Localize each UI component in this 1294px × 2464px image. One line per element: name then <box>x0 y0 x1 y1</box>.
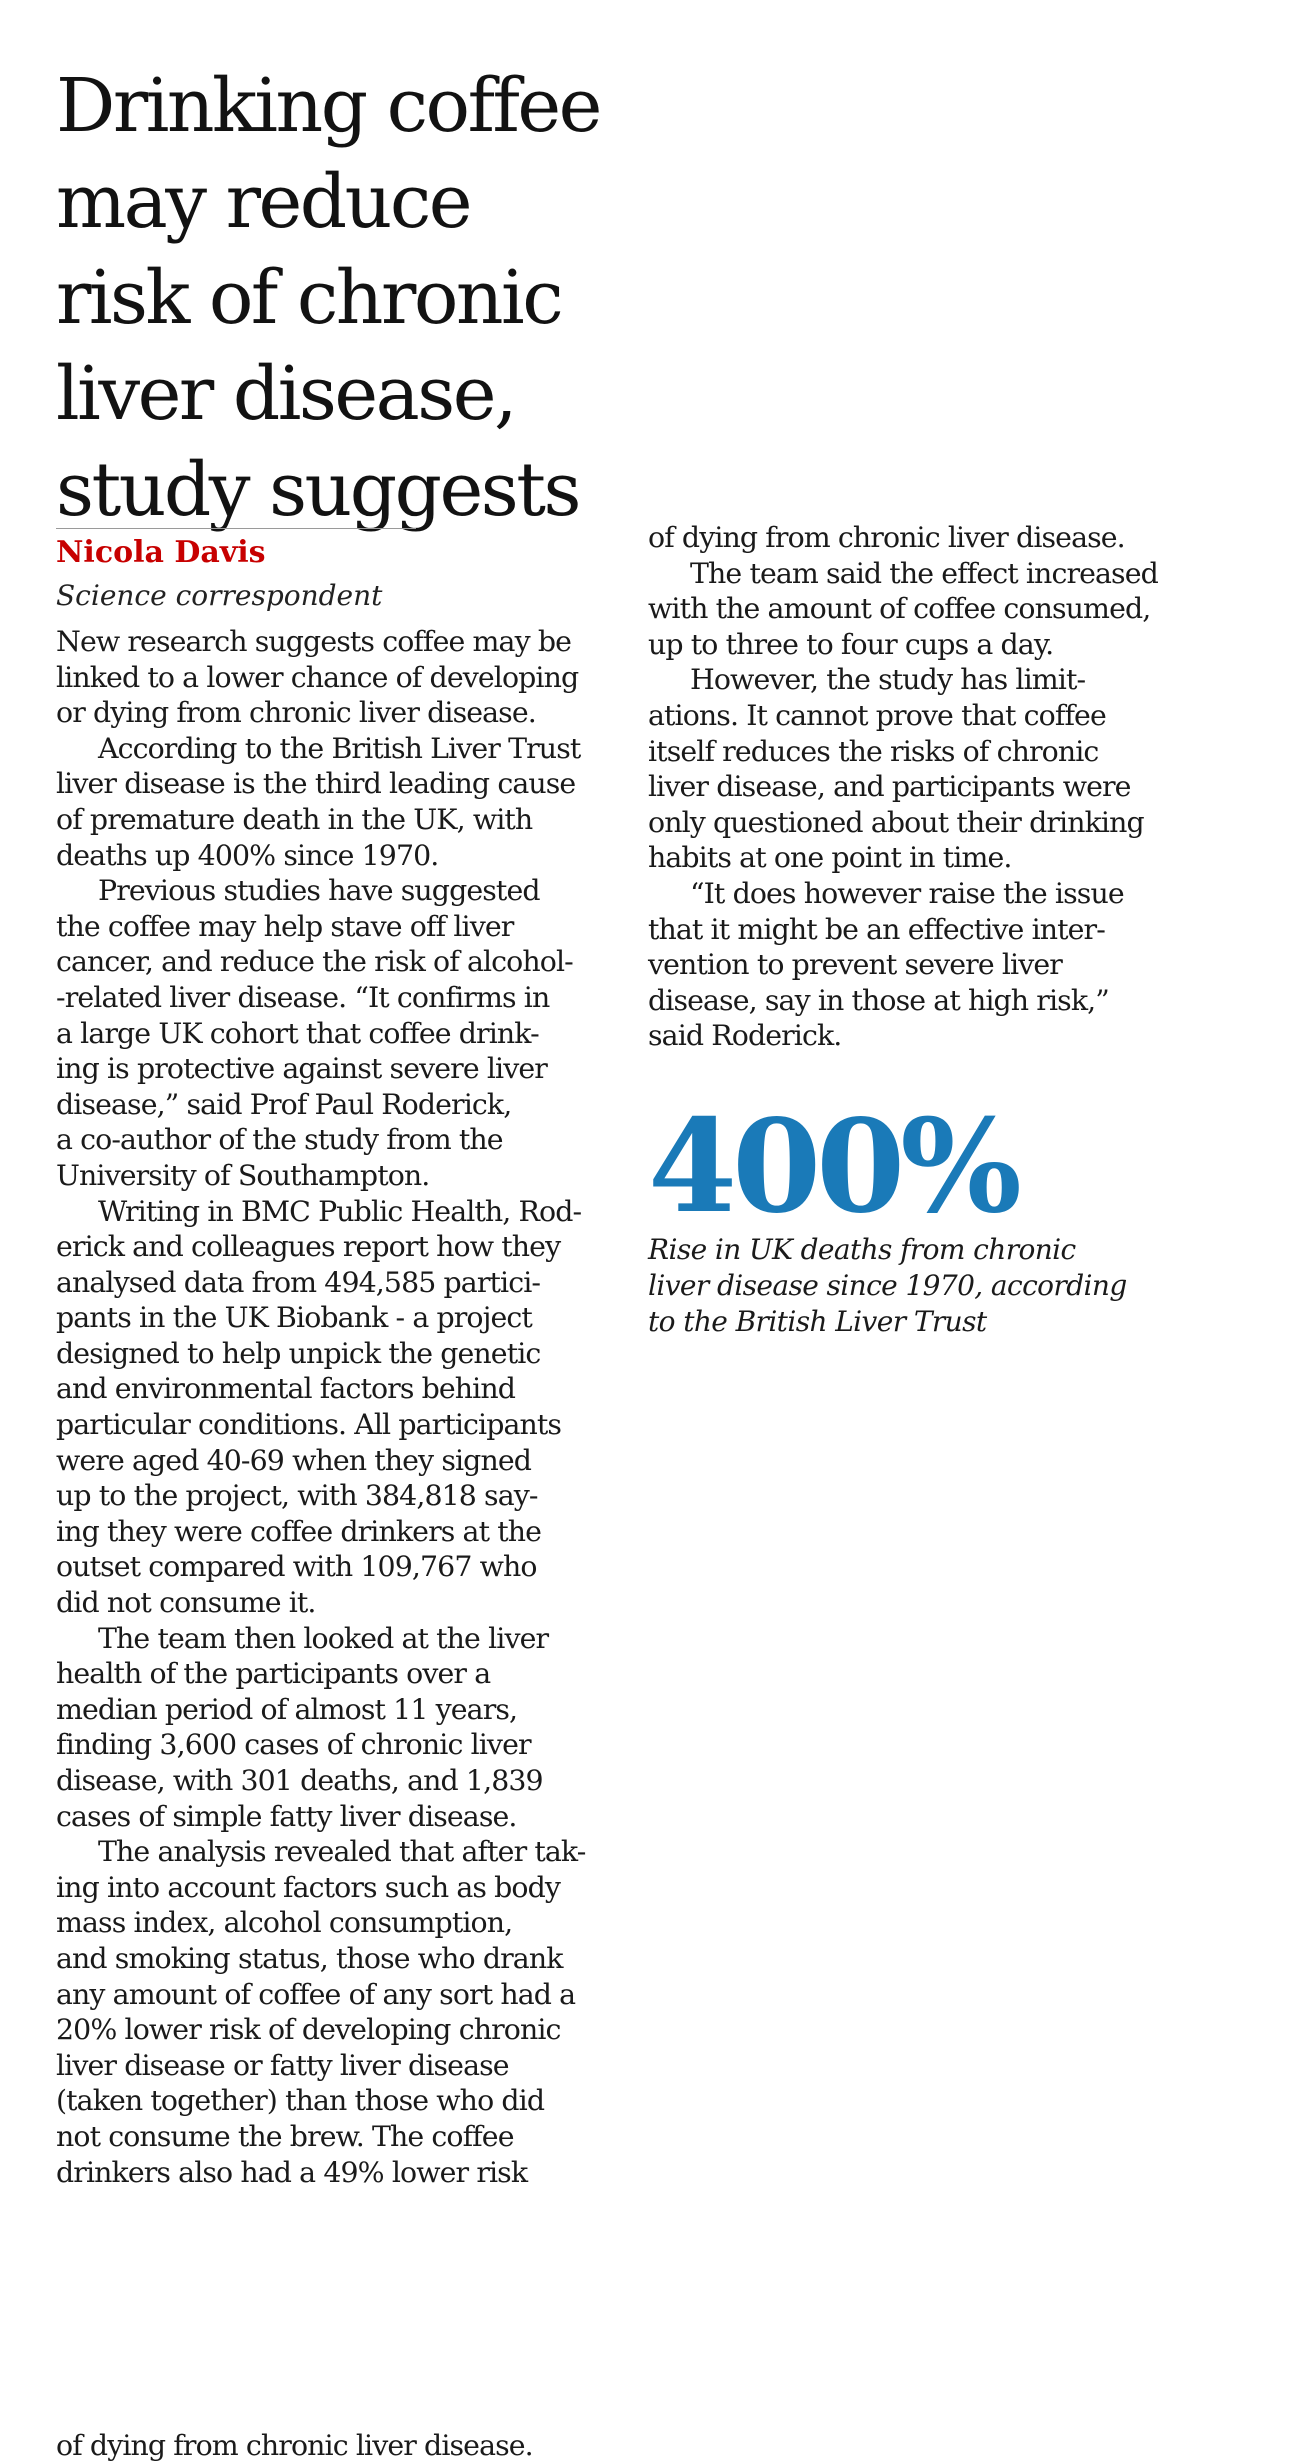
body-line: New research suggests coffee may be <box>56 625 572 658</box>
body-line: health of the participants over a <box>56 1657 491 1691</box>
body-line: particular conditions. All participants <box>56 1408 562 1442</box>
clipped-continuation-line <box>56 2429 636 2462</box>
headline-line: may reduce <box>56 159 471 245</box>
body-line: pants in the UK Biobank - a project <box>56 1301 532 1335</box>
body-line: “It does however raise the issue <box>690 876 1124 910</box>
pull-stat-caption <box>648 1232 1248 1340</box>
body-line: 20% lower risk of developing chronic <box>56 2013 561 2047</box>
body-line: University of Southampton. <box>56 1158 430 1192</box>
body-line: with the amount of coffee consumed, <box>648 592 1151 626</box>
caption-line: to the British Liver Trust <box>648 1305 987 1338</box>
body-line: a co-author of the study from the <box>56 1123 503 1157</box>
body-line: of premature death in the UK, with <box>56 802 533 836</box>
body-line: were aged 40-69 when they signed <box>56 1443 532 1477</box>
body-line: drinkers also had a 49% lower risk <box>56 2155 528 2189</box>
body-line: up to three to four cups a day. <box>648 627 1054 661</box>
body-line: mass index, alcohol consumption, <box>56 1906 513 1940</box>
left-column <box>56 624 636 2190</box>
body-line: itself reduces the risks of chronic <box>648 734 1099 768</box>
headline-line: Drinking coffee <box>56 63 600 149</box>
body-line: ing into account factors such as body <box>56 1870 561 1904</box>
body-line: disease,” said Prof Paul Roderick, <box>56 1087 512 1121</box>
headline-line: risk of chronic <box>56 255 562 341</box>
body-line: designed to help unpick the genetic <box>56 1336 541 1370</box>
body-line: linked to a lower chance of developing <box>56 660 579 694</box>
body-line: that it might be an effective inter- <box>648 912 1105 946</box>
headline-line: liver disease, <box>56 351 516 437</box>
body-line: erick and colleagues report how they <box>56 1230 561 1264</box>
body-line: The team said the effect increased <box>690 556 1158 590</box>
body-line: deaths up 400% since 1970. <box>56 838 439 872</box>
body-line: ations. It cannot prove that coffee <box>648 698 1106 732</box>
body-line: liver disease, and participants were <box>648 770 1131 804</box>
body-line: ing they were coffee drinkers at the <box>56 1514 541 1548</box>
body-line: finding 3,600 cases of chronic liver <box>56 1728 531 1762</box>
body-line: the coffee may help stave off liver <box>56 909 514 943</box>
headline-line: study suggests <box>56 447 579 533</box>
body-line: The analysis revealed that after tak- <box>98 1835 586 1869</box>
headline <box>56 58 666 538</box>
body-line: up to the project, with 384,818 say- <box>56 1479 538 1513</box>
body-line: vention to prevent severe liver <box>648 948 1062 982</box>
body-line: disease, with 301 deaths, and 1,839 <box>56 1764 543 1797</box>
body-line: However, the study has limit- <box>690 663 1086 697</box>
body-line: and smoking status, those who drank <box>56 1941 563 1975</box>
body-line: analysed data from 494,585 partici- <box>56 1265 541 1299</box>
body-line: or dying from chronic liver disease. <box>56 696 536 730</box>
body-line: Writing in BMC Public Health, Rod- <box>98 1194 582 1228</box>
pull-stat: 400% <box>648 1092 1017 1242</box>
body-line: and environmental factors behind <box>56 1372 516 1406</box>
body-line: not consume the brew. The coffee <box>56 2119 514 2153</box>
body-line: of dying from chronic liver disease. <box>56 2429 533 2462</box>
body-line: cases of simple fatty liver disease. <box>56 1799 517 1833</box>
body-line: median period of almost 11 years, <box>56 1692 518 1726</box>
caption-line: Rise in UK deaths from chronic <box>648 1233 1076 1266</box>
body-line: liver disease is the third leading cause <box>56 767 576 801</box>
body-line: only questioned about their drinking <box>648 805 1144 839</box>
author-role: Science correspondent <box>56 579 383 612</box>
body-line: cancer, and reduce the risk of alcohol- <box>56 945 573 979</box>
body-line: any amount of coffee of any sort had a <box>56 1977 576 2011</box>
body-line: said Roderick. <box>648 1019 842 1053</box>
caption-line: liver disease since 1970, according <box>648 1269 1127 1302</box>
body-line: disease, say in those at high risk,” <box>648 983 1109 1017</box>
body-line: of dying from chronic liver disease. <box>648 521 1125 554</box>
body-line: Previous studies have suggested <box>98 874 540 908</box>
body-line: a large UK cohort that coffee drink- <box>56 1016 539 1050</box>
body-line: The team then looked at the liver <box>98 1621 549 1655</box>
body-line: liver disease or fatty liver disease <box>56 2048 509 2082</box>
body-line: -related liver disease. “It confirms in <box>56 980 550 1014</box>
author-name: Nicola Davis <box>56 535 266 570</box>
body-line: ing is protective against severe liver <box>56 1052 547 1086</box>
body-line: (taken together) than those who did <box>56 2084 545 2118</box>
body-line: did not consume it. <box>56 1586 316 1620</box>
body-line: outset compared with 109,767 who <box>56 1550 537 1584</box>
byline-divider <box>56 528 416 529</box>
body-line: According to the British Liver Trust <box>98 731 581 765</box>
right-column <box>648 520 1248 1054</box>
body-line: habits at one point in time. <box>648 841 1012 875</box>
